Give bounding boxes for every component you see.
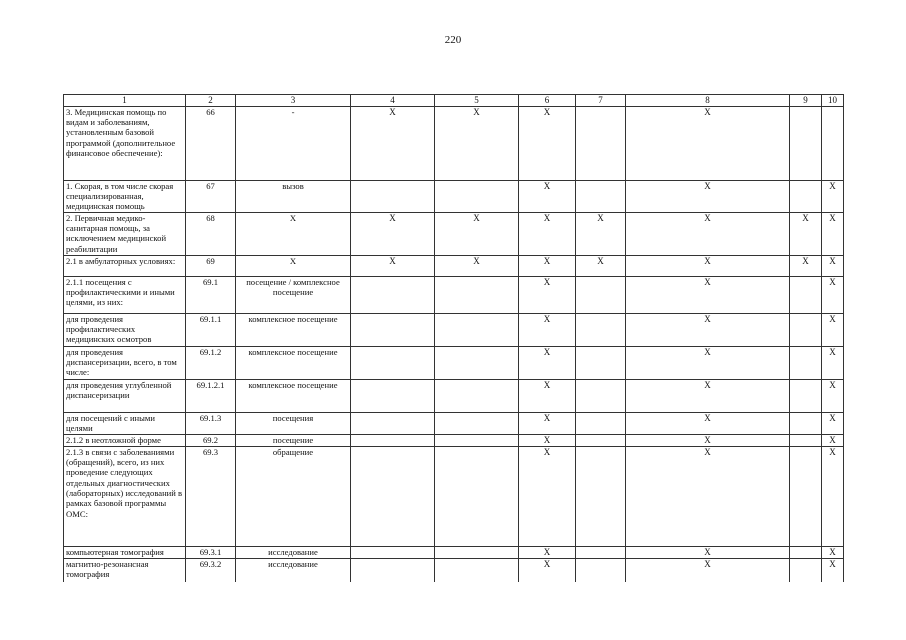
page-number: 220	[444, 34, 462, 46]
cell-col6: X	[519, 180, 576, 212]
row-unit: исследование	[236, 558, 351, 582]
table-row	[64, 255, 844, 276]
cell-col7	[576, 106, 626, 180]
header-cell: 3	[236, 95, 351, 107]
cell-col6: X	[519, 412, 576, 434]
cell-col4	[351, 346, 435, 379]
row-name: для посещений с иными целями	[64, 412, 186, 434]
cell-col8: X	[626, 313, 790, 346]
cell-col4	[351, 313, 435, 346]
cell-col6: X	[519, 313, 576, 346]
row-name: 2.1.1 посещения с профилактическими и иными целями, из них:	[64, 276, 186, 313]
table-row	[64, 434, 844, 446]
header-row	[64, 95, 844, 107]
cell-col6: X	[519, 434, 576, 446]
row-name: магнитно-резонансная томография	[64, 558, 186, 582]
cell-col10: X	[822, 276, 844, 313]
row-unit: посещения	[236, 412, 351, 434]
cell-col4	[351, 276, 435, 313]
row-unit: X	[236, 212, 351, 255]
row-unit: посещение	[236, 434, 351, 446]
cell-col4	[351, 446, 435, 546]
header-cell: 6	[519, 95, 576, 107]
cell-col4	[351, 379, 435, 412]
cell-col7	[576, 276, 626, 313]
cell-col5	[435, 434, 519, 446]
cell-col8: X	[626, 255, 790, 276]
cell-col8: X	[626, 212, 790, 255]
cell-col7	[576, 180, 626, 212]
cell-col4	[351, 434, 435, 446]
table-row	[64, 346, 844, 379]
row-unit: комплексное посещение	[236, 346, 351, 379]
cell-col4	[351, 546, 435, 558]
cell-col8: X	[626, 558, 790, 582]
row-code: 69.1.3	[186, 412, 236, 434]
cell-col4: X	[351, 255, 435, 276]
row-name: 2.1 в амбулаторных условиях:	[64, 255, 186, 276]
table-row	[64, 276, 844, 313]
data-table	[63, 94, 844, 582]
cell-col5	[435, 276, 519, 313]
row-unit: X	[236, 255, 351, 276]
cell-col7	[576, 446, 626, 546]
header-cell: 4	[351, 95, 435, 107]
cell-col10: X	[822, 558, 844, 582]
table-row	[64, 379, 844, 412]
row-name: 2. Первичная медико-санитарная помощь, за исключением медицинской реабилитации	[64, 212, 186, 255]
header-cell: 8	[626, 95, 790, 107]
cell-col8: X	[626, 546, 790, 558]
cell-col10: X	[822, 446, 844, 546]
row-unit: исследование	[236, 546, 351, 558]
row-unit: комплексное посещение	[236, 379, 351, 412]
cell-col10	[822, 106, 844, 180]
cell-col5	[435, 446, 519, 546]
row-code: 69.1.1	[186, 313, 236, 346]
row-code: 69.2	[186, 434, 236, 446]
cell-col7	[576, 558, 626, 582]
row-name: 3. Медицинская помощь по видам и заболеваниям, установленным базовой программой (дополнительное финансовое обеспечение):	[64, 106, 186, 180]
cell-col6: X	[519, 212, 576, 255]
cell-col8: X	[626, 446, 790, 546]
row-code: 69.1.2.1	[186, 379, 236, 412]
cell-col7	[576, 379, 626, 412]
cell-col4	[351, 412, 435, 434]
row-code: 69.3.1	[186, 546, 236, 558]
cell-col6: X	[519, 379, 576, 412]
cell-col5	[435, 379, 519, 412]
cell-col10: X	[822, 313, 844, 346]
cell-col5	[435, 313, 519, 346]
cell-col6: X	[519, 346, 576, 379]
cell-col9	[790, 106, 822, 180]
cell-col9	[790, 412, 822, 434]
header-cell: 10	[822, 95, 844, 107]
row-unit: комплексное посещение	[236, 313, 351, 346]
row-name: для проведения профилактических медицинских осмотров	[64, 313, 186, 346]
table-row	[64, 106, 844, 180]
cell-col10: X	[822, 180, 844, 212]
cell-col7	[576, 346, 626, 379]
header-cell: 2	[186, 95, 236, 107]
cell-col9	[790, 276, 822, 313]
cell-col8: X	[626, 412, 790, 434]
cell-col8: X	[626, 379, 790, 412]
cell-col5	[435, 412, 519, 434]
row-name: 2.1.3 в связи с заболеваниями (обращений), всего, из них проведение следующих отдельных диагностических (лабораторных) исследований в рамках базовой программы ОМС:	[64, 446, 186, 546]
cell-col5: X	[435, 212, 519, 255]
row-code: 68	[186, 212, 236, 255]
row-name: для проведения диспансеризации, всего, в том числе:	[64, 346, 186, 379]
cell-col6: X	[519, 546, 576, 558]
cell-col4: X	[351, 106, 435, 180]
cell-col10: X	[822, 434, 844, 446]
cell-col6: X	[519, 446, 576, 546]
row-code: 69.1	[186, 276, 236, 313]
cell-col9	[790, 558, 822, 582]
header-cell: 1	[64, 95, 186, 107]
cell-col9	[790, 446, 822, 546]
cell-col7: X	[576, 212, 626, 255]
cell-col7	[576, 434, 626, 446]
cell-col5: X	[435, 255, 519, 276]
cell-col8: X	[626, 276, 790, 313]
header-cell: 7	[576, 95, 626, 107]
row-unit: вызов	[236, 180, 351, 212]
row-code: 66	[186, 106, 236, 180]
cell-col9	[790, 434, 822, 446]
cell-col5: X	[435, 106, 519, 180]
cell-col4	[351, 558, 435, 582]
cell-col10: X	[822, 379, 844, 412]
row-name: для проведения углубленной диспансеризации	[64, 379, 186, 412]
cell-col7: X	[576, 255, 626, 276]
table-row	[64, 546, 844, 558]
cell-col10: X	[822, 412, 844, 434]
table-row	[64, 313, 844, 346]
row-code: 69.1.2	[186, 346, 236, 379]
row-unit: обращение	[236, 446, 351, 546]
cell-col6: X	[519, 255, 576, 276]
row-name: 1. Скорая, в том числе скорая специализированная, медицинская помощь	[64, 180, 186, 212]
cell-col5	[435, 558, 519, 582]
row-code: 69.3	[186, 446, 236, 546]
table-row	[64, 558, 844, 582]
cell-col5	[435, 546, 519, 558]
cell-col10: X	[822, 212, 844, 255]
cell-col9	[790, 546, 822, 558]
cell-col9: X	[790, 212, 822, 255]
cell-col7	[576, 412, 626, 434]
header-cell: 9	[790, 95, 822, 107]
cell-col4: X	[351, 212, 435, 255]
table-row	[64, 180, 844, 212]
row-code: 67	[186, 180, 236, 212]
cell-col5	[435, 180, 519, 212]
table-row	[64, 412, 844, 434]
cell-col6: X	[519, 106, 576, 180]
row-unit: посещение / комплексное посещение	[236, 276, 351, 313]
row-code: 69	[186, 255, 236, 276]
cell-col9	[790, 346, 822, 379]
cell-col9	[790, 313, 822, 346]
row-name: 2.1.2 в неотложной форме	[64, 434, 186, 446]
cell-col7	[576, 546, 626, 558]
cell-col8: X	[626, 434, 790, 446]
row-unit: -	[236, 106, 351, 180]
row-code: 69.3.2	[186, 558, 236, 582]
row-name: компьютерная томография	[64, 546, 186, 558]
cell-col10: X	[822, 255, 844, 276]
cell-col10: X	[822, 546, 844, 558]
cell-col4	[351, 180, 435, 212]
cell-col8: X	[626, 346, 790, 379]
cell-col8: X	[626, 180, 790, 212]
cell-col9	[790, 180, 822, 212]
cell-col8: X	[626, 106, 790, 180]
cell-col7	[576, 313, 626, 346]
cell-col9	[790, 379, 822, 412]
cell-col10: X	[822, 346, 844, 379]
cell-col6: X	[519, 558, 576, 582]
cell-col9: X	[790, 255, 822, 276]
cell-col5	[435, 346, 519, 379]
header-cell: 5	[435, 95, 519, 107]
table-row	[64, 212, 844, 255]
cell-col6: X	[519, 276, 576, 313]
table-row	[64, 446, 844, 546]
